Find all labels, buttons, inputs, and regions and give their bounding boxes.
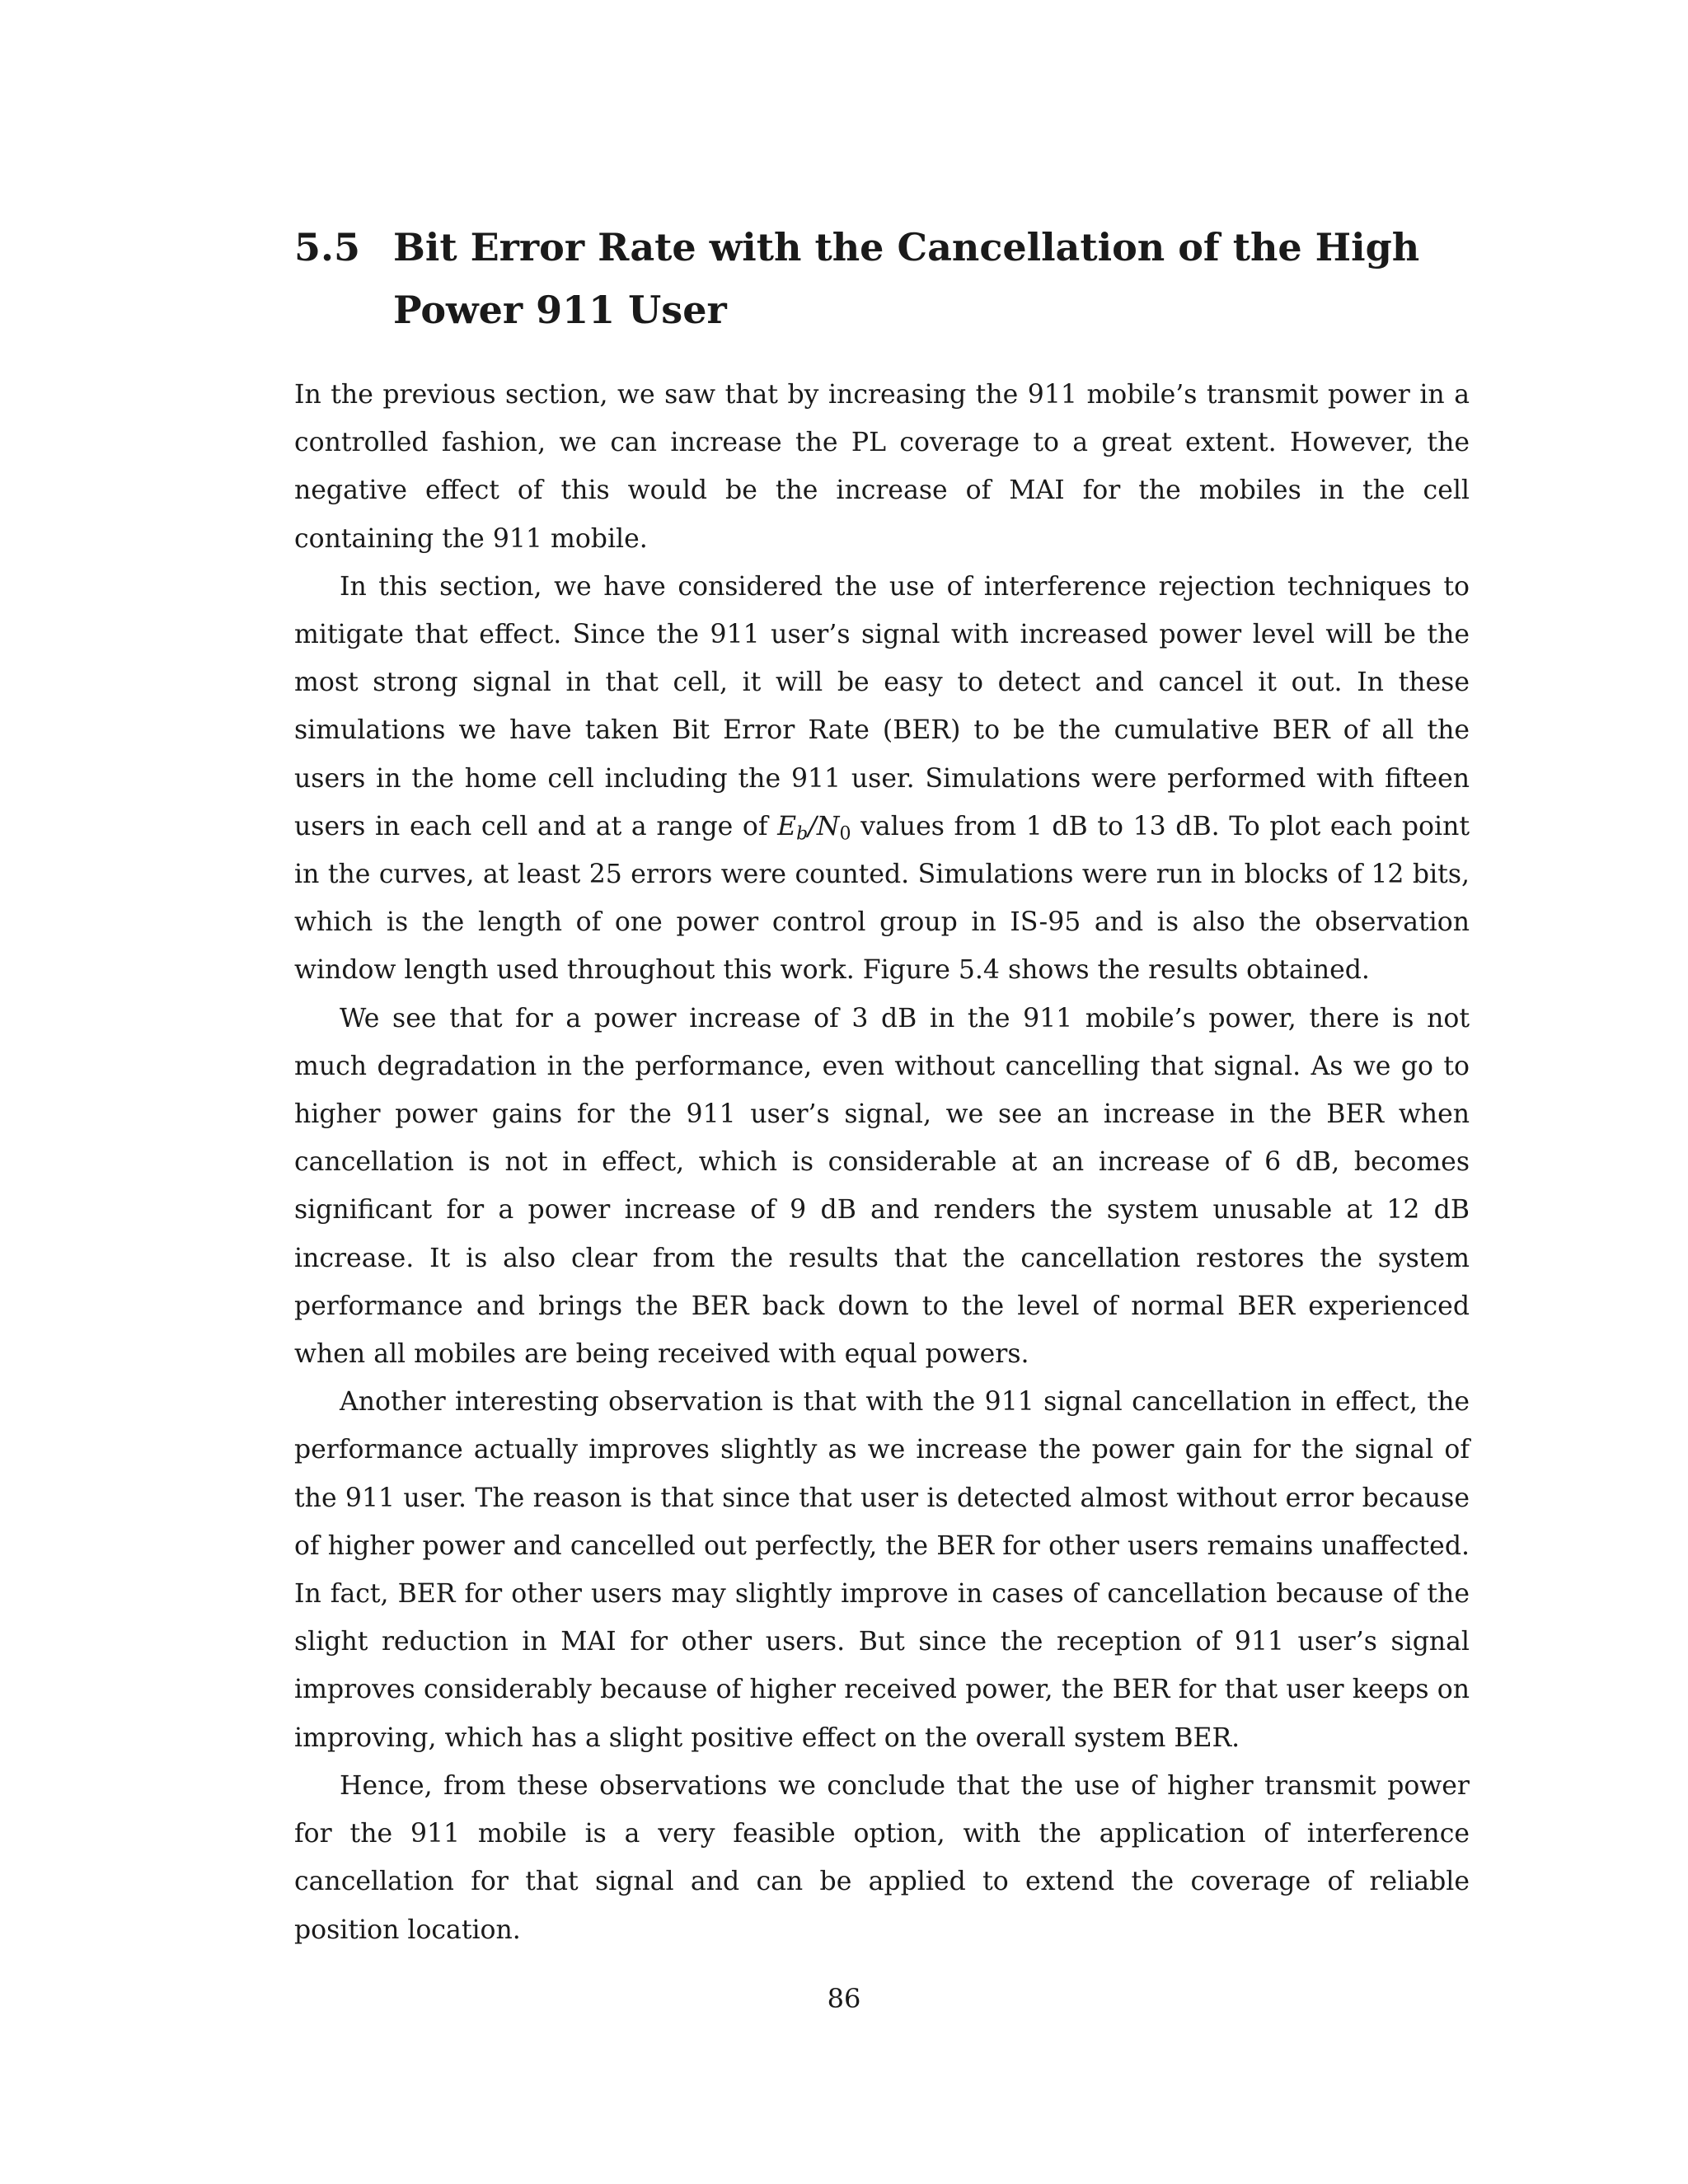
formula-0: 0 (839, 823, 851, 845)
page-number: 86 (827, 1983, 861, 2014)
paragraph-2-text-a: In this section, we have considered the use of interference rejection techniques to mitigate that effect. Since the 911 user’s signal with increased power level will be the most strong signal in that cell, it will be easy to detect and cancel it out. In these simulations we have taken Bit Error Rate (BER) to be the cumulative BER of all the users in the home cell including the 911 user. Simulations were performed with fifteen users in each cell and at a range of (294, 571, 1470, 841)
paragraph-2-text-b: values from 1 dB to 13 dB. To plot each point in the curves, at least 25 errors were counted. Simulations were run in blocks of 12 bits, which is the length of one power control group in IS-95 and is also the observation window length used throughout this work. Figure 5.4 shows the results obtained. (294, 811, 1470, 986)
formula-e: E (777, 811, 797, 841)
section-title: Bit Error Rate with the Cancellation of the High Power 911 User (393, 225, 1420, 332)
formula-n: /N (808, 811, 840, 841)
page-body (294, 216, 1470, 1954)
paragraph-1: In the previous section, we saw that by increasing the 911 mobile’s transmit power in a controlled fashion, we can increase the PL coverage to a great extent. However, the negative effect of this would be the increase of MAI for the mobiles in the cell containing the 911 mobile. (294, 380, 1470, 554)
eb-n0-formula (777, 811, 851, 845)
paragraph-2 (294, 563, 1470, 995)
section-heading (294, 216, 1470, 341)
paragraph-4: Another interesting observation is that with the 911 signal cancellation in effect, the performance actually improves slightly as we increase the power gain for the signal of the 911 user. The reason is that since that user is detected almost without error because of higher power and cancelled out perfectly, the BER for other users remains unaffected. In fact, BER for other users may slightly improve in cases of cancellation because of the slight reduction in MAI for other users. But since the reception of 911 user’s signal improves considerably because of higher received power, the BER for that user keeps on improving, which has a slight positive effect on the overall system BER. (294, 1387, 1470, 1753)
paragraph-5: Hence, from these observations we conclude that the use of higher transmit power for the 911 mobile is a very feasible option, with the application of interference cancellation for that signal and can be applied to extend the coverage of reliable position location. (294, 1770, 1470, 1945)
paragraph-3: We see that for a power increase of 3 dB in the 911 mobile’s power, there is not much degradation in the performance, even without cancelling that signal. As we go to higher power gains for the 911 user’s signal, we see an increase in the BER when cancellation is not in effect, which is considerable at an increase of 6 dB, becomes significant for a power increase of 9 dB and renders the system unusable at 12 dB increase. It is also clear from the results that the cancellation restores the system performance and brings the BER back down to the level of normal BER experienced when all mobiles are being received with equal powers. (294, 1003, 1470, 1370)
formula-b: b (796, 823, 809, 845)
section-number: 5.5 (294, 225, 361, 269)
